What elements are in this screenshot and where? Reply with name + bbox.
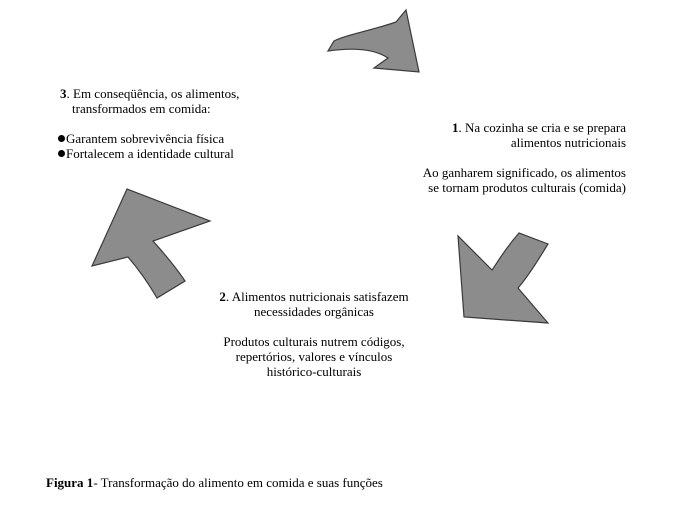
step-2-number: 2 [219, 289, 226, 304]
top-arrow-icon [328, 10, 419, 72]
step-2-detail-line3: histórico-culturais [266, 364, 362, 379]
step-3-bullet-2 [58, 146, 298, 161]
step-2-title-line2: necessidades orgânicas [254, 304, 374, 319]
step-3-bullet-1 [58, 131, 298, 146]
step-2-detail-line1: Produtos culturais nutrem códigos, [223, 334, 405, 349]
step-3-title-line1: . Em conseqüência, os alimentos, [66, 86, 240, 101]
step-3-text [58, 86, 298, 161]
step-3-title-line2: transformados em comida: [72, 101, 211, 116]
step-1-detail-line1: Ao ganharem significado, os alimentos [422, 165, 626, 180]
figure-caption-text: - Transformação do alimento em comida e suas funções [93, 475, 383, 490]
figure-caption [46, 475, 383, 491]
step-2-detail-line2: repertórios, valores e vínculos [235, 349, 393, 364]
right-arrow-icon [458, 233, 548, 323]
step-3-bullet-2-text: Fortalecem a identidade cultural [66, 146, 234, 161]
step-1-text [376, 120, 626, 195]
step-3-bullet-1-text: Garantem sobrevivência física [66, 131, 225, 146]
bullet-dot-icon [58, 135, 65, 142]
step-1-title-line2: alimentos nutricionais [510, 135, 626, 150]
step-1-detail-line2: se tornam produtos culturais (comida) [428, 180, 626, 195]
bullet-dot-icon [58, 150, 65, 157]
figure-caption-label: Figura 1 [46, 475, 94, 490]
step-2-text [196, 289, 432, 379]
left-arrow-icon [92, 189, 210, 298]
step-1-title-line1: . Na cozinha se cria e se prepara [458, 120, 626, 135]
step-1-number: 1 [452, 120, 459, 135]
step-3-number: 3 [60, 86, 67, 101]
step-2-title-line1: . Alimentos nutricionais satisfazem [225, 289, 409, 304]
